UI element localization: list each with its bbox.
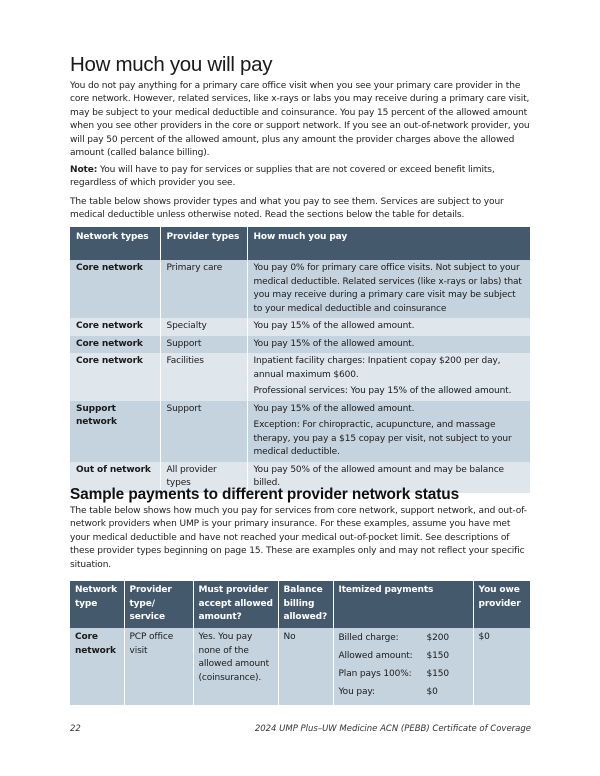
table-header-row xyxy=(70,227,530,260)
provider-cell: Support xyxy=(160,401,247,462)
provider-types-table xyxy=(70,227,530,493)
table-row xyxy=(70,628,530,705)
itemized-line: Billed charge: $200 xyxy=(338,633,449,643)
service-cell: PCP office visit xyxy=(124,628,193,705)
section-heading-sample-payments: Sample payments to different provider network status xyxy=(70,486,460,503)
pay-text-secondary: Exception: For chiropractic, acupuncture, and massage therapy, you pay a $15 copay per visit, not subject to your medical deductible. xyxy=(253,420,512,457)
provider-cell: Facilities xyxy=(160,353,247,401)
network-cell: Support network xyxy=(70,401,160,462)
itemized-cell xyxy=(333,628,473,705)
table-row xyxy=(70,401,530,462)
table-row xyxy=(70,353,530,401)
provider-cell: Specialty xyxy=(160,318,247,336)
provider-cell: All provider types xyxy=(160,462,247,493)
pay-cell: You pay 0% for primary care office visits. Not subject to your medical deductible. Related services (like x-rays or labs) that you may receive during a primary care visit may be subject to your medical deductible and coinsurance xyxy=(247,260,530,318)
provider-cell: Primary care xyxy=(160,260,247,318)
network-cell: Core network xyxy=(70,353,160,401)
col-header-balance-billing: Balance billing allowed? xyxy=(278,581,333,628)
pay-cell xyxy=(247,401,530,462)
sample-payments-intro: The table below shows how much you pay for services from core network, support network, and out-of-network providers when UMP is your primary insurance. For these examples, assume you have met your medical deductible and have not reached your medical out-of-pocket limit. See descriptions of these provider types beginning on page 15. These are examples only and may not reflect your specific situation. xyxy=(70,506,527,570)
pay-cell: You pay 15% of the allowed amount. xyxy=(247,336,530,354)
itemized-line: You pay: $0 xyxy=(338,687,438,697)
table-row xyxy=(70,336,530,354)
table-row xyxy=(70,260,530,318)
intro-paragraph: You do not pay anything for a primary care office visit when you see your primary care provider in the core network. However, related services, like x-rays or labs you may receive during a primary care visit, may be subject to your medical deductible and coinsurance. You pay 15 percent of the allowed amount when you see other providers in the core or support network. If you see an out-of-network provider, you will pay 50 percent of the allowed amount, plus any amount the provider charges above the allowed amount (called balance billing). xyxy=(70,81,530,159)
pay-text: You pay 15% of the allowed amount. xyxy=(253,403,415,414)
network-cell: Core network xyxy=(70,628,124,705)
pay-cell: You pay 50% of the allowed amount and may be balance billed. xyxy=(247,462,530,493)
section-heading-how-much-you-will-pay: How much you will pay xyxy=(70,53,273,76)
col-header-network-type: Network type xyxy=(70,581,124,628)
network-cell: Core network xyxy=(70,260,160,318)
col-header-provider-type-service: Provider type/ service xyxy=(124,581,193,628)
pay-text-secondary: Professional services: You pay 15% of the allowed amount. xyxy=(253,386,512,396)
col-header-itemized-payments: Itemized payments xyxy=(333,581,473,628)
pay-cell: You pay 15% of the allowed amount. xyxy=(247,318,530,336)
balance-cell: No xyxy=(278,628,333,705)
network-cell: Core network xyxy=(70,318,160,336)
table-header-row xyxy=(70,581,530,628)
itemized-line: Plan pays 100%: $150 xyxy=(338,669,449,679)
sample-payments-table xyxy=(70,581,530,705)
col-header-you-owe-provider: You owe provider xyxy=(473,581,530,628)
col-header-must-accept-allowed: Must provider accept allowed amount? xyxy=(193,581,278,628)
col-header-network-types: Network types xyxy=(70,227,160,260)
itemized-line: Allowed amount: $150 xyxy=(338,651,449,661)
network-cell: Core network xyxy=(70,336,160,354)
pay-cell xyxy=(247,353,530,401)
provider-cell: Support xyxy=(160,336,247,354)
accept-cell: Yes. You pay none of the allowed amount (coinsurance). xyxy=(193,628,278,705)
col-header-how-much-you-pay: How much you pay xyxy=(247,227,530,260)
owe-cell: $0 xyxy=(473,628,530,705)
table-row xyxy=(70,318,530,336)
pay-text: Inpatient facility charges: Inpatient copay $200 per day, annual maximum $600. xyxy=(253,356,501,380)
document-title-footer: 2024 UMP Plus–UW Medicine ACN (PEBB) Certificate of Coverage xyxy=(254,724,531,734)
network-cell: Out of network xyxy=(70,462,160,493)
note-paragraph xyxy=(70,164,532,191)
table-intro-paragraph: The table below shows provider types and what you pay to see them. Services are subject to your medical deductible unless otherwise noted. Read the sections below the table for details. xyxy=(70,197,504,221)
note-label: Note: xyxy=(70,165,98,175)
note-text: You will have to pay for services or supplies that are not covered or exceed benefit limits, regardless of which provider you see. xyxy=(70,165,495,189)
page-number: 22 xyxy=(70,724,81,734)
col-header-provider-types: Provider types xyxy=(160,227,247,260)
